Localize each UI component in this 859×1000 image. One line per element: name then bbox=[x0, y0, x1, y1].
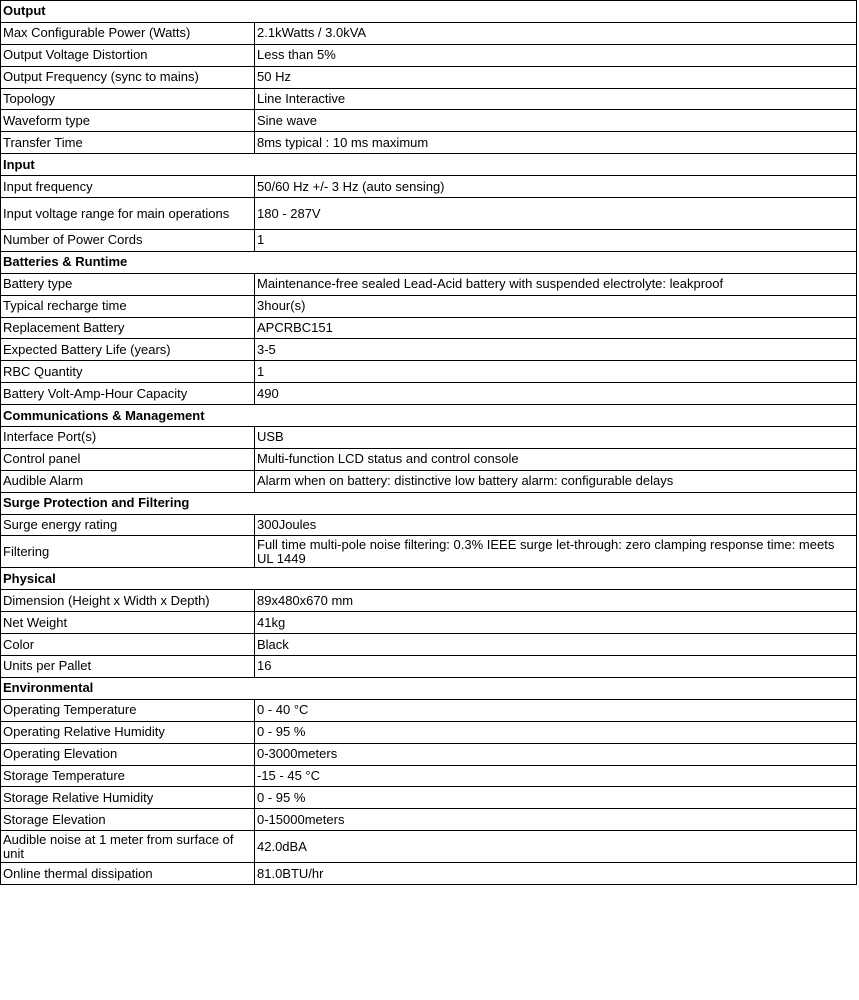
table-row bbox=[1, 230, 857, 252]
table-row bbox=[1, 536, 857, 568]
spec-value: Line Interactive bbox=[255, 88, 857, 110]
spec-value: APCRBC151 bbox=[255, 317, 857, 339]
spec-label: Transfer Time bbox=[1, 132, 255, 154]
table-row bbox=[1, 448, 857, 470]
spec-value: 2.1kWatts / 3.0kVA bbox=[255, 22, 857, 44]
spec-value: 50 Hz bbox=[255, 66, 857, 88]
spec-value: 50/60 Hz +/- 3 Hz (auto sensing) bbox=[255, 176, 857, 198]
spec-value: Full time multi-pole noise filtering: 0.3% IEEE surge let-through: zero clamping response time: meets UL 1449 bbox=[255, 536, 857, 568]
spec-value: 3-5 bbox=[255, 339, 857, 361]
spec-value: 300Joules bbox=[255, 514, 857, 536]
table-row bbox=[1, 427, 857, 449]
spec-label: Storage Relative Humidity bbox=[1, 787, 255, 809]
table-row bbox=[1, 198, 857, 230]
spec-value: Less than 5% bbox=[255, 44, 857, 66]
spec-value: 0 - 95 % bbox=[255, 721, 857, 743]
spec-value: Sine wave bbox=[255, 110, 857, 132]
table-row bbox=[1, 110, 857, 132]
table-row bbox=[1, 721, 857, 743]
spec-label: Online thermal dissipation bbox=[1, 863, 255, 885]
section-title: Batteries & Runtime bbox=[1, 251, 857, 273]
table-row bbox=[1, 612, 857, 634]
spec-value: 8ms typical : 10 ms maximum bbox=[255, 132, 857, 154]
spec-label: Number of Power Cords bbox=[1, 230, 255, 252]
table-row bbox=[1, 317, 857, 339]
spec-value: 41kg bbox=[255, 612, 857, 634]
table-row bbox=[1, 743, 857, 765]
spec-label: Color bbox=[1, 634, 255, 656]
spec-label: Interface Port(s) bbox=[1, 427, 255, 449]
spec-label: Typical recharge time bbox=[1, 295, 255, 317]
spec-value: 0-15000meters bbox=[255, 809, 857, 831]
table-row bbox=[1, 514, 857, 536]
spec-label: Operating Relative Humidity bbox=[1, 721, 255, 743]
spec-label: Replacement Battery bbox=[1, 317, 255, 339]
section-header-row bbox=[1, 492, 857, 514]
spec-value: 81.0BTU/hr bbox=[255, 863, 857, 885]
spec-value: 0 - 40 °C bbox=[255, 699, 857, 721]
table-row bbox=[1, 295, 857, 317]
table-row bbox=[1, 863, 857, 885]
spec-value: 1 bbox=[255, 361, 857, 383]
spec-value: 180 - 287V bbox=[255, 198, 857, 230]
spec-label: Storage Temperature bbox=[1, 765, 255, 787]
section-header-row bbox=[1, 677, 857, 699]
spec-label: Dimension (Height x Width x Depth) bbox=[1, 590, 255, 612]
specifications-table-body bbox=[1, 1, 857, 885]
table-row bbox=[1, 470, 857, 492]
spec-label: Output Voltage Distortion bbox=[1, 44, 255, 66]
spec-label: Input frequency bbox=[1, 176, 255, 198]
spec-label: RBC Quantity bbox=[1, 361, 255, 383]
table-row bbox=[1, 44, 857, 66]
spec-value: 89x480x670 mm bbox=[255, 590, 857, 612]
spec-label: Surge energy rating bbox=[1, 514, 255, 536]
section-title: Environmental bbox=[1, 677, 857, 699]
spec-value: 0 - 95 % bbox=[255, 787, 857, 809]
table-row bbox=[1, 88, 857, 110]
table-row bbox=[1, 699, 857, 721]
spec-value: Multi-function LCD status and control console bbox=[255, 448, 857, 470]
table-row bbox=[1, 809, 857, 831]
section-title: Physical bbox=[1, 568, 857, 590]
section-header-row bbox=[1, 1, 857, 23]
spec-label: Battery type bbox=[1, 273, 255, 295]
table-row bbox=[1, 273, 857, 295]
table-row bbox=[1, 22, 857, 44]
spec-label: Units per Pallet bbox=[1, 656, 255, 678]
table-row bbox=[1, 176, 857, 198]
spec-label: Expected Battery Life (years) bbox=[1, 339, 255, 361]
spec-label: Net Weight bbox=[1, 612, 255, 634]
table-row bbox=[1, 765, 857, 787]
spec-label: Max Configurable Power (Watts) bbox=[1, 22, 255, 44]
spec-label: Operating Elevation bbox=[1, 743, 255, 765]
table-row bbox=[1, 787, 857, 809]
table-row bbox=[1, 656, 857, 678]
section-title: Surge Protection and Filtering bbox=[1, 492, 857, 514]
spec-value: Alarm when on battery: distinctive low battery alarm: configurable delays bbox=[255, 470, 857, 492]
table-row bbox=[1, 590, 857, 612]
table-row bbox=[1, 339, 857, 361]
section-title: Input bbox=[1, 154, 857, 176]
spec-value: -15 - 45 °C bbox=[255, 765, 857, 787]
spec-label: Storage Elevation bbox=[1, 809, 255, 831]
spec-label: Filtering bbox=[1, 536, 255, 568]
section-header-row bbox=[1, 405, 857, 427]
spec-value: 490 bbox=[255, 383, 857, 405]
table-row bbox=[1, 66, 857, 88]
spec-label: Operating Temperature bbox=[1, 699, 255, 721]
spec-value: 16 bbox=[255, 656, 857, 678]
spec-label: Input voltage range for main operations bbox=[1, 198, 255, 230]
table-row bbox=[1, 383, 857, 405]
section-title: Output bbox=[1, 1, 857, 23]
section-header-row bbox=[1, 251, 857, 273]
section-title: Communications & Management bbox=[1, 405, 857, 427]
section-header-row bbox=[1, 154, 857, 176]
spec-label: Audible noise at 1 meter from surface of unit bbox=[1, 831, 255, 863]
table-row bbox=[1, 132, 857, 154]
spec-value: 0-3000meters bbox=[255, 743, 857, 765]
spec-label: Waveform type bbox=[1, 110, 255, 132]
spec-label: Topology bbox=[1, 88, 255, 110]
section-header-row bbox=[1, 568, 857, 590]
table-row bbox=[1, 634, 857, 656]
spec-label: Output Frequency (sync to mains) bbox=[1, 66, 255, 88]
spec-label: Audible Alarm bbox=[1, 470, 255, 492]
spec-label: Battery Volt-Amp-Hour Capacity bbox=[1, 383, 255, 405]
spec-value: 42.0dBA bbox=[255, 831, 857, 863]
spec-value: 3hour(s) bbox=[255, 295, 857, 317]
spec-label: Control panel bbox=[1, 448, 255, 470]
spec-value: 1 bbox=[255, 230, 857, 252]
spec-value: USB bbox=[255, 427, 857, 449]
spec-value: Black bbox=[255, 634, 857, 656]
spec-value: Maintenance-free sealed Lead-Acid battery with suspended electrolyte: leakproof bbox=[255, 273, 857, 295]
table-row bbox=[1, 831, 857, 863]
table-row bbox=[1, 361, 857, 383]
